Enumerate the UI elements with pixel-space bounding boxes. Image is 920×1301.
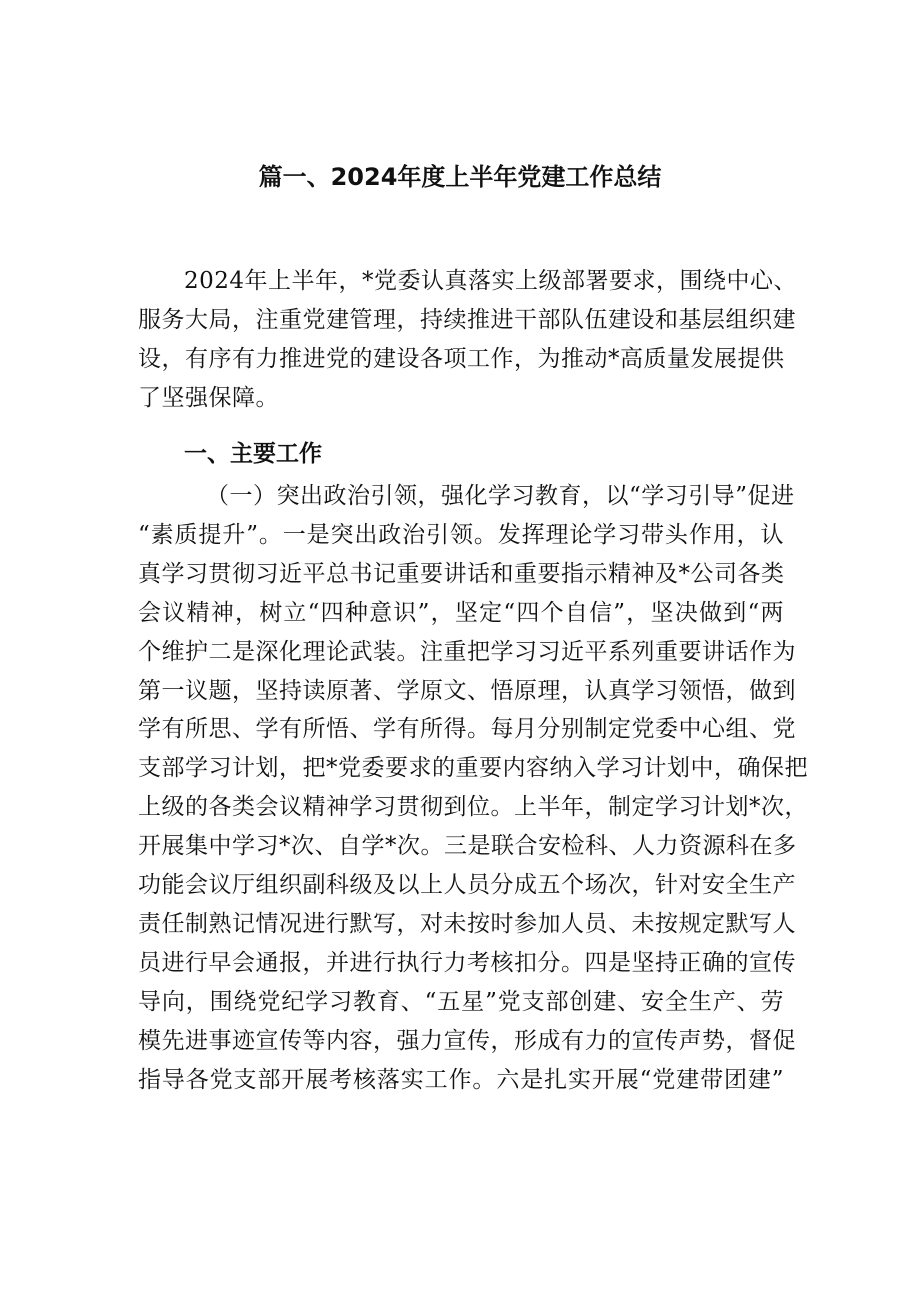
paragraph-line: 支部学习计划，把*党委要求的重要内容纳入学习计划中，确保把 <box>138 755 808 782</box>
paragraph-main-work <box>138 477 808 1100</box>
paragraph-line: 员进行早会通报，并进行执行力考核扣分。四是坚持正确的宣传 <box>138 949 796 976</box>
paragraph-line: （一）突出政治引领，强化学习教育，以“学习引导”促进 <box>206 483 795 509</box>
paragraph-line: 功能会议厅组织副科级及以上人员分成五个场次，针对安全生产 <box>138 872 796 899</box>
paragraph-line: 指导各党支部开展考核落实工作。六是扎实开展“党建带团建” <box>138 1066 784 1093</box>
paragraph-line: 2024年上半年，*党委认真落实上级部署要求，围绕中心、 <box>184 268 798 294</box>
paragraph-line: “素质提升”。一是突出政治引领。发挥理论学习带头作用，认 <box>138 521 784 548</box>
paragraph-line: 会议精神，树立“四种意识”，坚定“四个自信”，坚决做到“两 <box>138 599 784 626</box>
paragraph-line: 开展集中学习*次、自学*次。三是联合安检科、人力资源科在多 <box>138 833 797 860</box>
document-title: 篇一、2024年度上半年党建工作总结 <box>258 163 662 191</box>
paragraph-line: 服务大局，注重党建管理，持续推进干部队伍建设和基层组织建 <box>138 306 796 333</box>
paragraph-line: 了坚强保障。 <box>138 384 279 411</box>
paragraph-line: 个维护二是深化理论武装。注重把学习习近平系列重要讲话作为 <box>138 638 796 665</box>
paragraph-line: 上级的各类会议精神学习贯彻到位。上半年，制定学习计划*次， <box>138 794 808 821</box>
paragraph-line: 学有所思、学有所悟、学有所得。每月分别制定党委中心组、党 <box>138 716 796 743</box>
paragraph-line: 设，有序有力推进党的建设各项工作，为推动*高质量发展提供 <box>138 345 785 372</box>
paragraph-intro <box>138 262 798 418</box>
paragraph-line: 导向，围绕党纪学习教育、“五星”党支部创建、安全生产、劳 <box>138 988 784 1015</box>
paragraph-line: 第一议题，坚持读原著、学原文、悟原理，认真学习领悟，做到 <box>138 677 796 704</box>
section-heading: 一、主要工作 <box>184 441 322 467</box>
paragraph-line: 真学习贯彻习近平总书记重要讲话和重要指示精神及*公司各类 <box>138 560 785 587</box>
paragraph-line: 责任制熟记情况进行默写，对未按时参加人员、未按规定默写人 <box>138 910 796 937</box>
paragraph-line: 模先进事迹宣传等内容，强力宣传，形成有力的宣传声势，督促 <box>138 1027 796 1054</box>
